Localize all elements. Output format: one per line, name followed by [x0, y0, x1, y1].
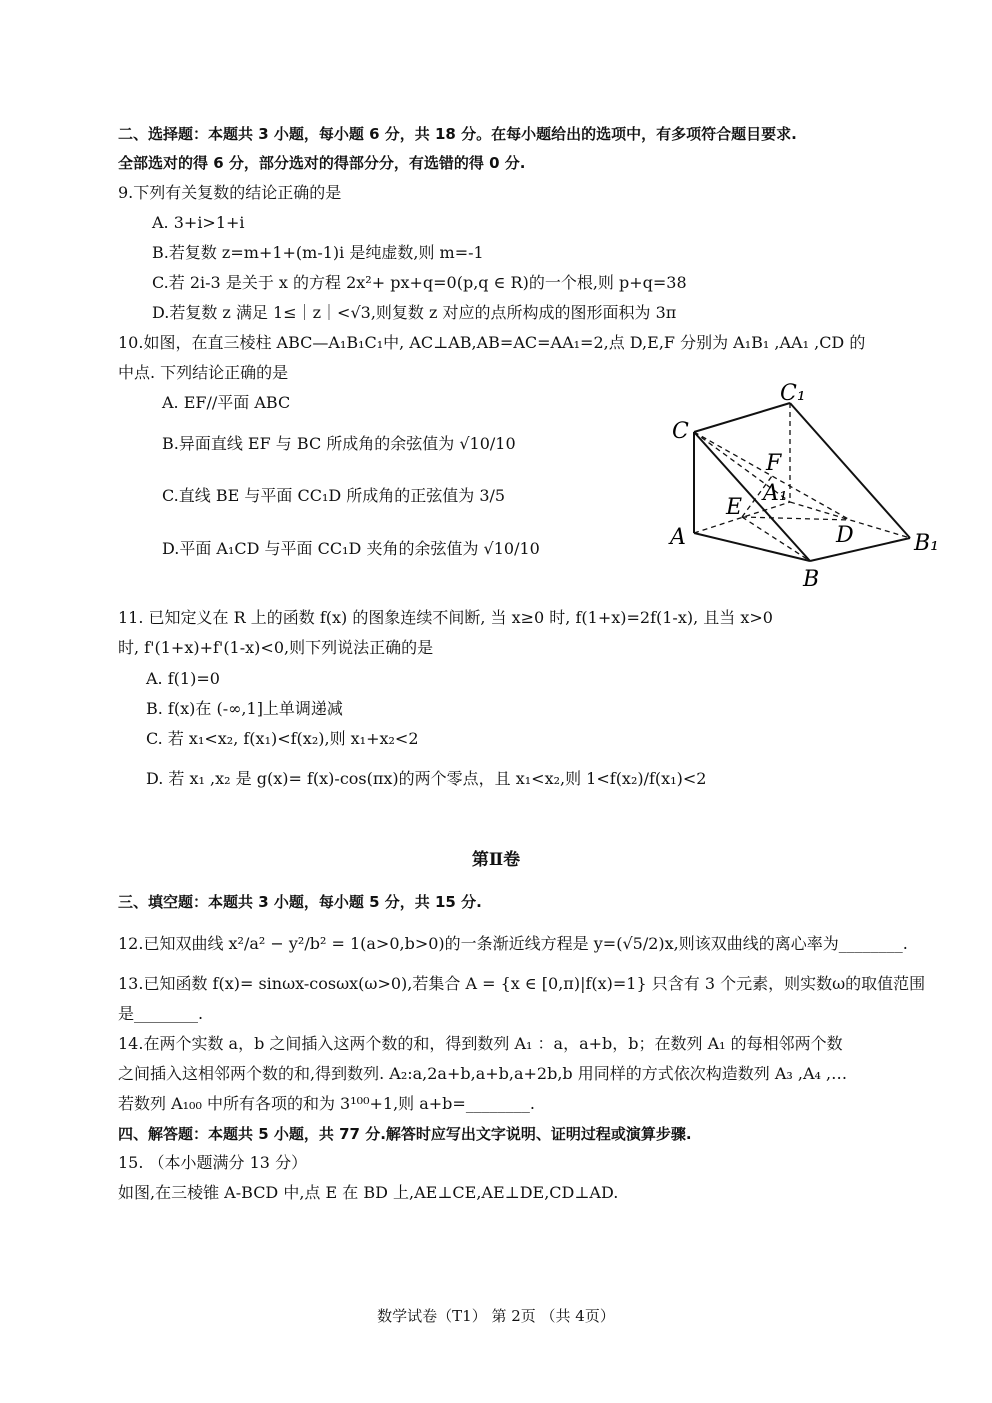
section2-header-line2: 全部选对的得 6 分，部分选对的得部分分，有选错的得 0 分. — [118, 154, 526, 172]
label-b: B — [803, 567, 820, 591]
q9-option-c: C.若 2i-3 是关于 x 的方程 2x²+ px+q=0(p,q ∈ R)的一个根,则 p+q=38 — [152, 273, 687, 292]
q9-option-a: A. 3+i>1+i — [152, 213, 245, 232]
q10-stem-line2: 中点. 下列结论正确的是 — [118, 363, 289, 382]
page-footer: 数学试卷（T1） 第 2页 （共 4页） — [377, 1307, 615, 1325]
q13-line1: 13.已知函数 f(x)= sinωx-cosωx(ω>0),若集合 A = {x ∈ [0,π)|f(x)=1} 只含有 3 个元素，则实数ω的取值范围 — [118, 974, 926, 993]
q14-line2: 之间插入这相邻两个数的和,得到数列. A₂:a,2a+b,a+b,a+2b,b 用同样的方式依次构造数列 A₃ ,A₄ ,… — [118, 1064, 848, 1083]
q10-option-a: A. EF//平面 ABC — [162, 393, 291, 412]
section2-header-line1: 二、选择题：本题共 3 小题，每小题 6 分，共 18 分。在每小题给出的选项中，有多项符合题目要求. — [118, 125, 797, 143]
q12-text: 12.已知双曲线 x²/a² − y²/b² = 1(a>0,b>0)的一条渐近线方程是 y=(√5/2)x,则该双曲线的离心率为________. — [118, 934, 908, 953]
label-c1: C₁ — [780, 381, 806, 406]
label-a: A — [670, 525, 686, 550]
q13-line2: 是________. — [118, 1004, 204, 1023]
label-e: E — [726, 495, 743, 520]
q11-option-b: B. f(x)在 (-∞,1]上单调递减 — [146, 699, 343, 718]
q10-option-c: C.直线 BE 与平面 CC₁D 所成角的正弦值为 3/5 — [162, 486, 506, 505]
q10-option-b: B.异面直线 EF 与 BC 所成角的余弦值为 √10/10 — [162, 434, 516, 453]
q9-option-d: D.若复数 z 满足 1≤｜z｜<√3,则复数 z 对应的点所构成的图形面积为 3π — [152, 303, 677, 322]
q9-option-b: B.若复数 z=m+1+(m-1)i 是纯虚数,则 m=-1 — [152, 243, 484, 262]
q11-option-a: A. f(1)=0 — [146, 669, 220, 688]
prism-figure — [660, 376, 950, 591]
part2-title: 第Ⅱ卷 — [471, 850, 521, 870]
label-b1: B₁ — [914, 531, 939, 556]
q14-line1: 14.在两个实数 a，b 之间插入这两个数的和，得到数列 A₁ ：a，a+b，b；在数列 A₁ 的每相邻两个数 — [118, 1034, 843, 1053]
label-d: D — [836, 523, 854, 548]
q10-option-d: D.平面 A₁CD 与平面 CC₁D 夹角的余弦值为 √10/10 — [162, 539, 540, 558]
label-c: C — [672, 419, 689, 444]
label-a1: A₁ — [763, 481, 788, 506]
q11-stem-line2: 时, f'(1+x)+f'(1-x)<0,则下列说法正确的是 — [118, 638, 434, 657]
q11-option-d: D. 若 x₁ ,x₂ 是 g(x)= f(x)-cos(πx)的两个零点，且 x₁<x₂,则 1<f(x₂)/f(x₁)<2 — [146, 769, 707, 788]
q11-option-c: C. 若 x₁<x₂, f(x₁)<f(x₂),则 x₁+x₂<2 — [146, 729, 419, 748]
q10-stem-line1: 10.如图，在直三棱柱 ABC—A₁B₁C₁中, AC⊥AB,AB=AC=AA₁=2,点 D,E,F 分别为 A₁B₁ ,AA₁ ,CD 的 — [118, 333, 866, 352]
section4-header: 四、解答题：本题共 5 小题，共 77 分.解答时应写出文字说明、证明过程或演算步骤. — [118, 1125, 692, 1143]
q14-line3: 若数列 A₁₀₀ 中所有各项的和为 3¹⁰⁰+1,则 a+b=________. — [118, 1094, 535, 1113]
q9-stem: 9.下列有关复数的结论正确的是 — [118, 183, 342, 202]
section3-header: 三、填空题：本题共 3 小题，每小题 5 分，共 15 分. — [118, 893, 482, 911]
label-f: F — [766, 451, 782, 476]
q15-text: 如图,在三棱锥 A-BCD 中,点 E 在 BD 上,AE⊥CE,AE⊥DE,CD⊥AD. — [118, 1183, 619, 1202]
q11-stem-line1: 11. 已知定义在 R 上的函数 f(x) 的图象连续不间断, 当 x≥0 时, f(1+x)=2f(1-x), 且当 x>0 — [118, 608, 773, 627]
q15-title: 15. （本小题满分 13 分） — [118, 1153, 308, 1172]
